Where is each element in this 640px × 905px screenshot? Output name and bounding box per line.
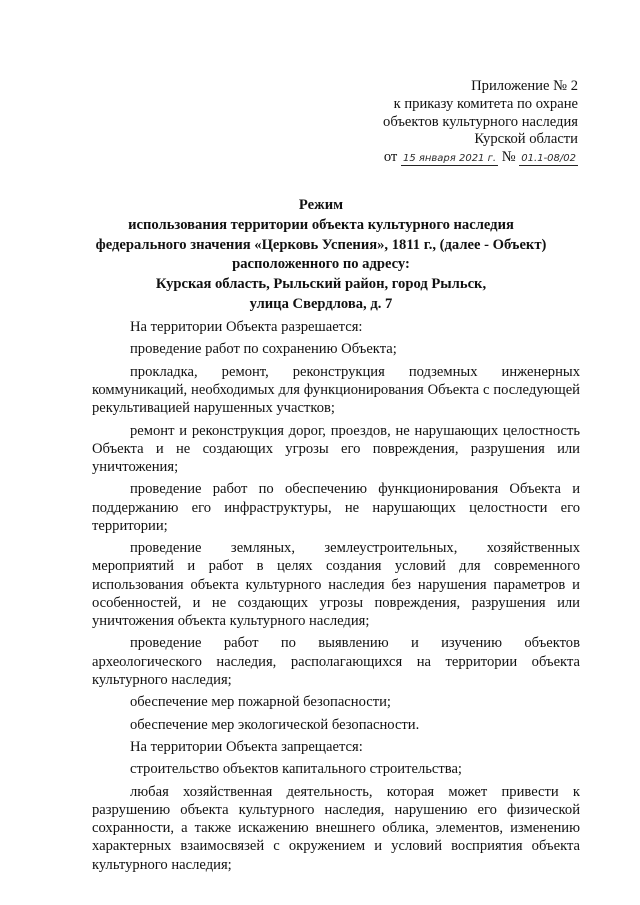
appendix-region: Курской области [474,131,578,148]
paragraph: любая хозяйственная деятельность, которая может привести к разрушению объекта культурного наследия, нарушению его физической сохранности, а также искажению внешнего облика, элементов, изменению характерных взаимосвязей с окружением и условий восприятия объекта культурного наследия; [92,783,580,873]
paragraph: обеспечение мер пожарной безопасности; [130,694,391,711]
paragraph: На территории Объекта разрешается: [130,319,363,335]
paragraph: ремонт и реконструкция дорог, проездов, не нарушающих целостность Объекта и не создающих угрозы его повреждения, разрушения или уничтожения; [92,422,580,475]
paragraph: проведение работ по выявлению и изучению объектов археологического наследия, располагающихся на территории объекта культурного наследия; [92,635,580,688]
title-line-1: Режим [298,197,344,213]
document-body [92,318,580,878]
paragraph: проведение работ по обеспечению функционирования Объекта и поддержанию его инфраструктуры, не нарушающих целостности его территории; [92,481,580,534]
document-title [86,196,556,315]
handwritten-date: 15 января 2021 г. [402,153,497,165]
paragraph: проведение работ по сохранению Объекта; [130,341,397,358]
title-line-3: федерального значения «Церковь Успения», 1811 г., (далее - Объект) [95,236,547,253]
appendix-number: Приложение № 2 [471,78,578,94]
handwritten-number: 01.1-08/02 [521,153,576,165]
paragraph: обеспечение мер экологической безопасности. [130,716,420,733]
title-line-5: Курская область, Рыльский район, город Рыльск, [155,276,487,293]
paragraph: проведение земляных, землеустроительных, хозяйственных мероприятий и работ в целях создания условий для современного использования объекта культурного наследия без нарушения параметров и особенностей, и не создающих угрозы повреждения, разрушения или уничтожения объекта культурного наследия; [92,540,580,629]
appendix-header [318,78,578,167]
paragraph: прокладка, ремонт, реконструкция подземных инженерных коммуникаций, необходимых для функционирования Объекта с последующей рекультивацией нарушенных участков; [92,363,580,417]
appendix-committee: объектов культурного наследия [383,113,578,130]
appendix-date-number-line [318,149,578,167]
paragraph: На территории Объекта запрещается: [130,738,363,755]
title-line-2: использования территории объекта культурного наследия [128,216,514,233]
title-line-4: расположенного по адресу: [232,256,410,273]
paragraph: строительство объектов капитального строительства; [130,761,462,778]
title-line-6: улица Свердлова, д. 7 [249,295,393,312]
from-label: от [383,149,398,166]
number-label: № [501,149,516,166]
appendix-order-ref: к приказу комитета по охране [393,95,578,112]
